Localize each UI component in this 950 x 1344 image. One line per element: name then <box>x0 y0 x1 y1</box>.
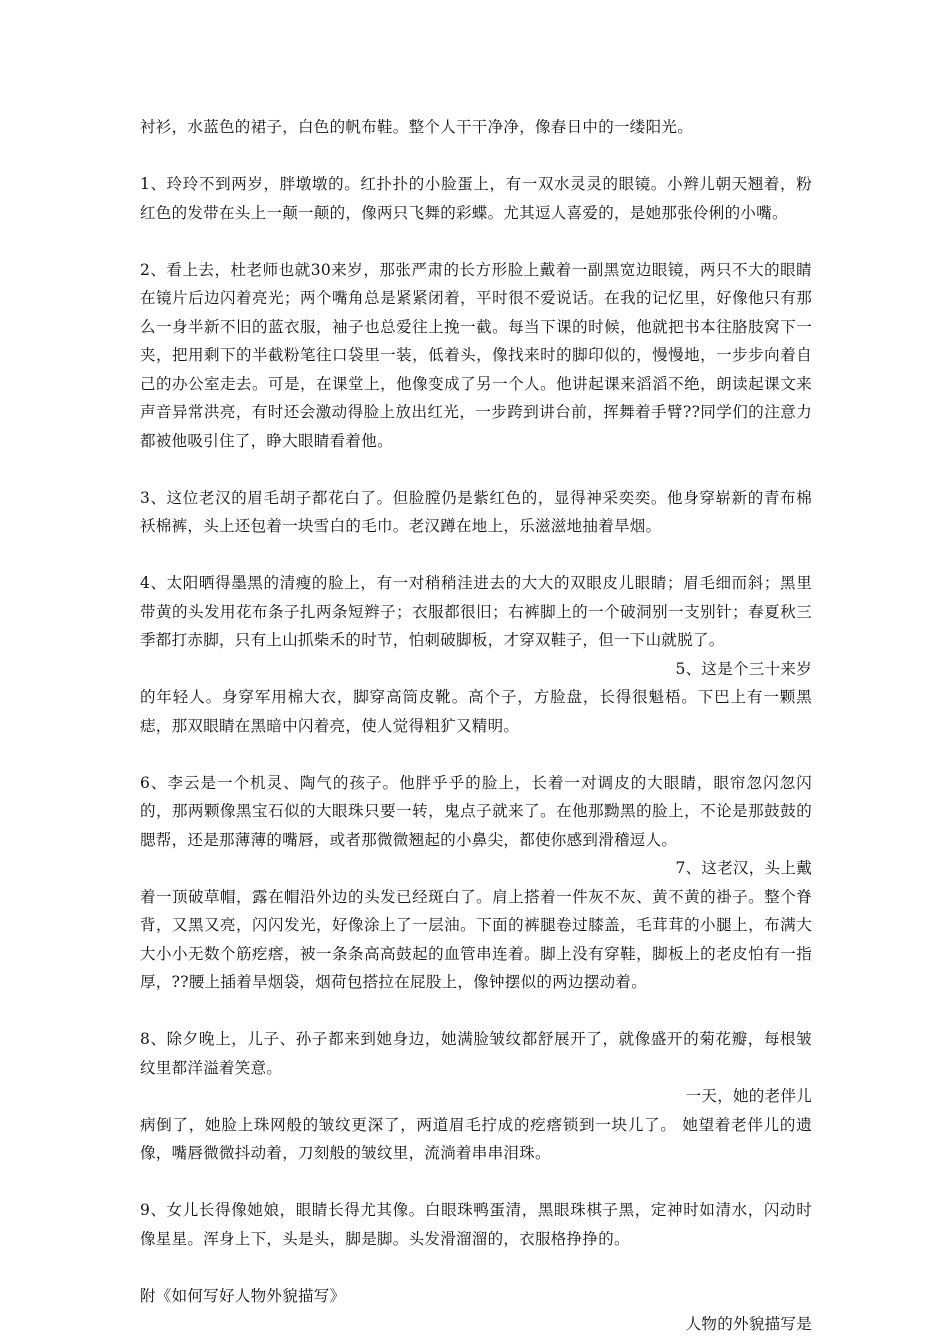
paragraph-7-head: 7、这老汉，头上戴 <box>675 859 812 877</box>
appendix-tail: 人物的外貌描写是 <box>685 1315 812 1333</box>
paragraph-7-body: 着一顶破草帽，露在帽沿外边的头发已经斑白了。肩上搭着一件灰不灰、黄不黄的褂子。整个脊背，又黑又亮，闪闪发光，好像涂上了一层油。下面的裤腿卷过膝盖，毛茸茸的小腿上，布满大大小小无数个筋疙瘩，被一条条高高鼓起的血管串连着。脚上没有穿鞋，脚板上的老皮怕有一指厚，??腰上插着旱烟袋，烟荷包搭拉在屁股上，像钟摆似的两边摆动着。 <box>140 887 812 991</box>
paragraph-2: 2、看上去，杜老师也就30来岁，那张严肃的长方形脸上戴着一副黑宽边眼镜，两只不大的眼睛在镜片后边闪着亮光；两个嘴角总是紧紧闭着，平时很不爱说话。在我的记忆里，好像他只有那么一身半新不旧的蓝衣服，袖子也总爱往上挽一截。每当下课的时候，他就把书本往胳肢窝下一夹，把用剩下的半截粉笔往口袋里一装，低着头，像找来时的脚印似的，慢慢地，一步步向着自己的办公室走去。可是，在课堂上，他像变成了另一个人。他讲起课来滔滔不绝，朗读起课文来声音异常洪亮，有时还会激动得脸上放出红光，一步跨到讲台前，挥舞着手臂??同学们的注意力都被他吸引住了，睁大眼睛看着他。 <box>140 260 812 450</box>
paragraph-8b-body: 病倒了，她脸上珠网般的皱纹更深了，两道眉毛拧成的疙瘩锁到一块儿了。 她望着老伴儿的遗像，嘴唇微微抖动着，刀刻般的皱纹里，流淌着串串泪珠。 <box>140 1115 812 1162</box>
appendix-title: 附《如何写好人物外貌描写》 <box>140 1286 346 1305</box>
paragraph-intro: 衬衫，水蓝色的裙子，白色的帆布鞋。整个人干干净净，像春日中的一缕阳光。 <box>140 118 694 136</box>
paragraph-1: 1、玲玲不到两岁，胖墩墩的。红扑扑的小脸蛋上，有一双水灵灵的眼镜。小辫儿朝天翘着，粉红色的发带在头上一颠一颠的，像两只飞舞的彩蝶。尤其逗人喜爱的，是她那张伶俐的小嘴。 <box>140 175 812 222</box>
paragraph-8: 8、除夕晚上，儿子、孙子都来到她身边，她满脸皱纹都舒展开了，就像盛开的菊花瓣，每根皱纹里都洋溢着笑意。 <box>140 1030 812 1077</box>
paragraph-9: 9、女儿长得像她娘，眼睛长得尤其像。白眼珠鸭蛋清，黑眼珠棋子黑，定神时如清水，闪动时像星星。浑身上下，头是头，脚是脚。头发滑溜溜的，衣服格挣挣的。 <box>140 1201 812 1248</box>
paragraph-5-body: 的年轻人。身穿军用棉大衣，脚穿高筒皮靴。高个子，方脸盘，长得很魁梧。下巴上有一颗黑痣，那双眼睛在黑暗中闪着亮，使人觉得粗犷又精明。 <box>140 688 812 735</box>
paragraph-4: 4、太阳晒得墨黑的清瘦的脸上，有一对稍稍洼进去的大大的双眼皮儿眼睛；眉毛细而斜；黑里带黄的头发用花布条子扎两条短辫子；衣服都很旧；右裤脚上的一个破洞别一支别针；春夏秋三季都打赤脚，只有上山抓柴禾的时节，怕刺破脚板，才穿双鞋子，但一下山就脱了。 <box>140 574 812 649</box>
paragraph-5-head: 5、这是个三十来岁 <box>675 659 812 678</box>
paragraph-6: 6、李云是一个机灵、陶气的孩子。他胖乎乎的脸上，长着一对调皮的大眼睛，眼帘忽闪忽闪的，那两颗像黑宝石似的大眼珠只要一转，鬼点子就来了。在他那黝黑的脸上，不论是那鼓鼓的腮帮，还是那薄薄的嘴唇，或者那微微翘起的小鼻尖，都使你感到滑稽逗人。 <box>140 773 812 849</box>
document-page <box>140 113 812 1339</box>
paragraph-8b-head: 一天，她的老伴儿 <box>685 1087 812 1105</box>
paragraph-3: 3、这位老汉的眉毛胡子都花白了。但脸膛仍是紫红色的，显得神采奕奕。他身穿崭新的青布棉袄棉裤，头上还包着一块雪白的毛巾。老汉蹲在地上，乐滋滋地抽着旱烟。 <box>140 488 812 535</box>
